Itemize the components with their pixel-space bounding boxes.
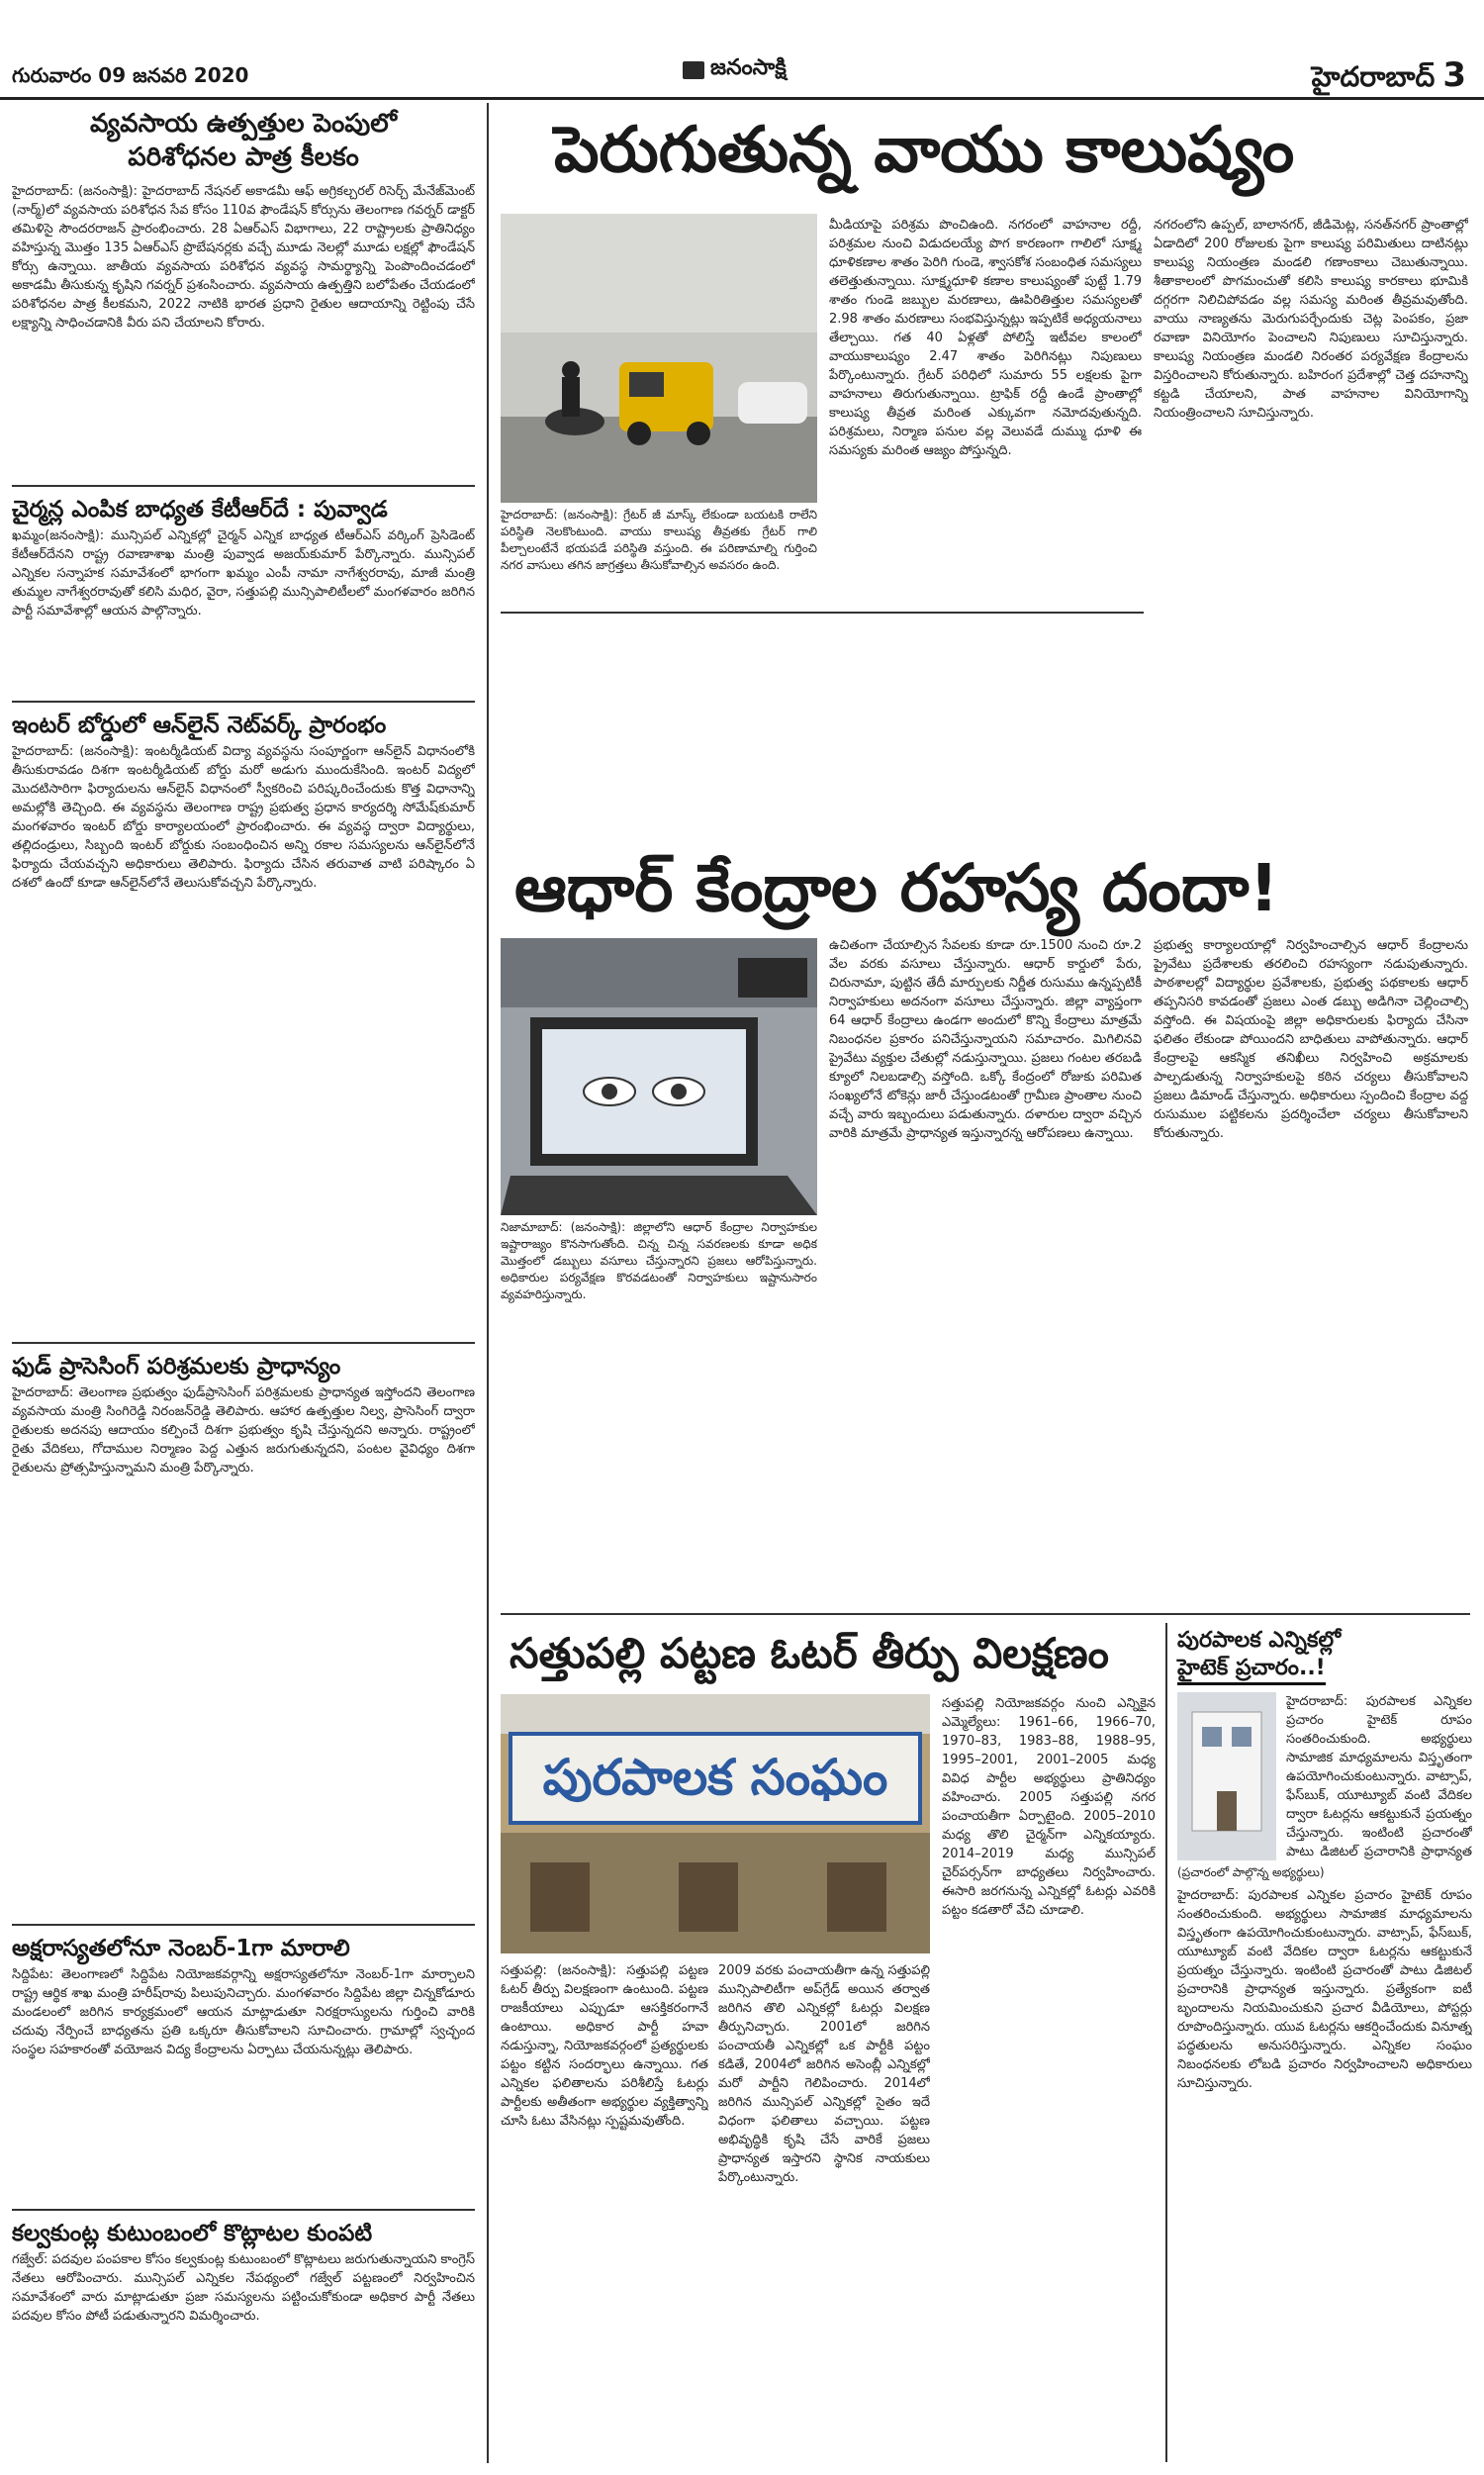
article-body: ఖమ్మం(జనంసాక్షి): మున్సిపల్‌ ఎన్నికల్లో చైర్మన్‌ ఎన్నిక బాధ్యత టీఆర్‌ఎస్‌ వర్కింగ్‌ ప్రెసిడెంట్‌ కేటీఆర్‌దేనని రాష్ట్ర రవాణాశాఖ మంత్రి పువ్వాడ అజయ్‌కుమార్‌ పేర్కొన్నారు. మున్సిపల్‌ ఎన్నికల సన్నాహక సమావేశంలో భాగంగా ఖమ్మం ఎంపీ నామా నాగేశ్వరరావు, మాజీ మంత్రి తుమ్మల నాగేశ్వరరావుతో కలిసి మధిర, వైరా, సత్తుపల్లి మున్సిపాలిటీలలో మంగళవారం జరిగిన పార్టీ సమావేశాల్లో ఆయన పాల్గొన్నారు. [12, 528, 475, 619]
sidebar-body: హైదరాబాద్‌: పురపాలక ఎన్నికల ప్రచారం హైటెక్‌ రూపం సంతరించుకుంది. అభ్యర్థులు సామాజిక మాధ్యమాలను విస్తృతంగా ఉపయోగించుకుంటున్నారు. వాట్సాప్‌, ఫేస్‌బుక్‌, యూట్యూబ్‌ వంటి వేదికల ద్వారా ఓటర్లను ఆకట్టుకునే ప్రయత్నం చేస్తున్నారు. ఇంటింటి ప్రచారంతో పాటు డిజిటల్‌ ప్రచారానికి ప్రాధాన్యత ఇస్తున్నారు. ప్రత్యేకంగా ఐటీ బృందాలను నియమించుకుని ప్రచార వీడియోలు, పోస్టర్లు రూపొందిస్తున్నారు. యువ ఓటర్లను ఆకర్షించేందుకు వినూత్న పద్ధతులను అనుసరిస్తున్నారు. ఎన్నికల సంఘం నిబంధనలకు లోబడి ప్రచారం నిర్వహించాలని అధికారులు సూచిస్తున్నారు. [1177, 1888, 1472, 2091]
header-rule [0, 97, 1484, 100]
article-headline: కల్వకుంట్ల కుటుంబంలో కొట్లాటల కుంపటి [12, 2221, 373, 2246]
section-divider [12, 485, 475, 487]
section-divider [12, 701, 475, 703]
aadhaar-biometric-photo [501, 938, 817, 1215]
main-headline: పెరుగుతున్న వాయు కాలుష్యం [554, 114, 1295, 187]
left-column-divider [487, 103, 489, 2463]
section-divider [12, 1342, 475, 1344]
laptop-iris-scan-illustration [501, 938, 817, 1215]
sidebar-headline [1177, 1627, 1472, 1685]
sidebar-headline-line2: హైటెక్‌ ప్రచారం..! [1177, 1655, 1326, 1685]
sidebar-divider [1165, 1623, 1167, 2462]
page-number: 3 [1442, 55, 1466, 95]
issue-date: గురువారం 09 జనవరి 2020 [12, 63, 249, 87]
photo-caption: హైదరాబాద్‌: (జనంసాక్షి): గ్రేటర్‌ జీ మాస్క్‌ లేకుండా బయటకి రాలేని పరిస్థితి నెలకొంటుంది. వాయు కాలుష్య తీవ్రతకు గ్రేటర్‌ గాలి పీల్చాలంటేనే భయపడే పరిస్థితి వస్తుంది. ఈ పరిణామాల్ని గుర్తించి నగర వాసులు తగిన జాగ్రత్తలు తీసుకోవాల్సిన అవసరం ఉంది. [501, 508, 817, 572]
smog-traffic-photo [501, 214, 817, 503]
article-headline: ఫుడ్‌ ప్రాసెసింగ్‌ పరిశ్రమలకు ప్రాధాన్యం [12, 1354, 341, 1380]
campaign-building-illustration [1177, 1692, 1276, 1860]
masthead [683, 55, 787, 85]
photo-caption: నిజామాబాద్‌: (జనంసాక్షి): జిల్లాలోని ఆధార్‌ కేంద్రాల నిర్వాహకుల ఇష్టారాజ్యం కొనసాగుతోంది. చిన్న చిన్న సవరణలకు కూడా అధిక మొత్తంలో డబ్బులు వసూలు చేస్తున్నారని ప్రజలు ఆరోపిస్తున్నారు. అధికారుల పర్యవేక్షణ కొరవడటంతో నిర్వాహకులు ఇష్టానుసారం వ్యవహరిస్తున్నారు. [501, 1220, 817, 1301]
article-headline: వ్యవసాయ ఉత్పత్తుల పెంపులో [90, 109, 397, 139]
article-body: హైదరాబాద్‌: (జనంసాక్షి): ఇంటర్మీడియట్‌ విద్యా వ్యవస్థను సంపూర్ణంగా ఆన్‌లైన్‌ విధానంలోకి తీసుకురావడం దిశగా ఇంటర్మీడియట్‌ బోర్డు మరో అడుగు ముందుకేసింది. ఇంటర్‌ విద్యలో మొదటిసారిగా ఫిర్యాదులను ఆన్‌లైన్‌ విధానంలో స్వీకరించి పరిష్కరించేందుకు కొత్త విధానాన్ని అమల్లోకి తెచ్చింది. ఈ వ్యవస్థను తెలంగాణ రాష్ట్ర ప్రభుత్వ ప్రధాన కార్యదర్శి సోమేష్‌కుమార్‌ మంగళవారం ఇంటర్‌ బోర్డు కార్యాలయంలో ప్రారంభించారు. ఈ వ్యవస్థ ద్వారా విద్యార్థులు, తల్లిదండ్రులు, సిబ్బంది ఇంటర్‌ బోర్డుకు సంబంధించిన అన్ని రకాల సమస్యలను ఆన్‌లైన్‌లోనే ఫిర్యాదు చేయవచ్చని అధికారులు తెలిపారు. ఫిర్యాదు చేసిన తరువాత వాటి పరిష్కారం ఏ దశలో ఉందో కూడా ఆన్‌లైన్‌లోనే తెలుసుకోవచ్చని పేర్కొన్నారు. [12, 744, 475, 891]
sattupalli-body-col3: సత్తుపల్లి నియోజకవర్గం నుంచి ఎన్నికైన ఎమ్మెల్యేలు: 1961–66, 1966–70, 1970–83, 1983–88, 1988–95, 1995–2001, 2001–2005 మధ్య వివిధ పార్టీల అభ్యర్థులు ప్రాతినిధ్యం వహించారు. 2005 సత్తుపల్లి నగర పంచాయతీగా ఏర్పాటైంది. 2005–2010 మధ్య తొలి చైర్మన్‌గా ఎన్నికయ్యారు. 2014–2019 మధ్య మున్సిపల్‌ చైర్‌పర్సన్‌గా బాధ్యతలు నిర్వహించారు. ఈసారి జరగనున్న ఎన్నికల్లో ఓటర్లు ఎవరికి పట్టం కడతారో వేచి చూడాలి. [942, 1696, 1156, 1918]
masthead-title: జనంసాక్షి [710, 55, 787, 80]
aadhaar-headline: ఆధార్‌ కేంద్రాల రహస్య దందా! [514, 850, 1279, 926]
municipal-sign-text: పురపాలక సంఘం [542, 1749, 888, 1806]
campaign-photo [1177, 1692, 1276, 1860]
sattupalli-headline: సత్తుపల్లి పట్టణ ఓటర్‌ తీర్పు విలక్షణం [510, 1629, 1109, 1677]
city-name: హైదరాబాద్ [1311, 60, 1436, 93]
newspaper-logo-icon [683, 61, 704, 79]
photo-caption: (ప్రచారంలో పాల్గొన్న అభ్యర్థులు) [1177, 1865, 1325, 1879]
sidebar-body-intro: హైదరాబాద్‌: పురపాలక ఎన్నికల ప్రచారం హైటెక్‌ రూపం సంతరించుకుంది. అభ్యర్థులు సామాజిక మాధ్యమాలను విస్తృతంగా ఉపయోగించుకుంటున్నారు. వాట్సాప్‌, ఫేస్‌బుక్‌, యూట్యూబ్‌ వంటి వేదికల ద్వారా ఓటర్లను ఆకట్టుకునే ప్రయత్నం చేస్తున్నారు. ఇంటింటి ప్రచారంతో పాటు డిజిటల్‌ ప్రచారానికి ప్రాధాన్యత [1286, 1694, 1472, 1859]
aadhaar-body-col3: ప్రభుత్వ కార్యాలయాల్లో నిర్వహించాల్సిన ఆధార్‌ కేంద్రాలను ప్రైవేటు ప్రదేశాలకు తరలించి రహస్యంగా నడుపుతున్నారు. పాఠశాలల్లో విద్యార్థుల ప్రవేశాలకు, ప్రభుత్వ పథకాలకు ఆధార్‌ తప్పనిసరి కావడంతో ప్రజలు ఎంత డబ్బు అడిగినా చెల్లించాల్సి వస్తోంది. ఈ విషయంపై జిల్లా అధికారులకు ఫిర్యాదు చేసినా ఫలితం లేకుండా పోయిందని బాధితులు వాపోతున్నారు. ఆధార్‌ కేంద్రాలపై ఆకస్మిక తనిఖీలు నిర్వహించి అక్రమాలకు పాల్పడుతున్న నిర్వాహకులపై కఠిన చర్యలు తీసుకోవాలని ప్రజలు డిమాండ్‌ చేస్తున్నారు. అధికారులు స్పందించి కేంద్రాల వద్ద రుసుముల పట్టికలను ప్రదర్శించేలా చర్యలు తీసుకోవాలని కోరుతున్నారు. [1154, 938, 1468, 1141]
article-headline: అక్షరాస్యతలోనూ నెంబర్‌-1గా మారాలి [12, 1936, 350, 1961]
section-divider [501, 1613, 1470, 1615]
article-body: హైదరాబాద్‌: (జనంసాక్షి): హైదరాబాద్‌ నేషనల్‌ అకాడమీ ఆఫ్‌ అగ్రికల్చరల్‌ రిసెర్చ్‌ మేనేజ్‌మెంట్‌ (నార్మ్‌)లో వ్యవసాయ పరిశోధన సేవ కోసం 110వ ఫౌండేషన్‌ కోర్సును తెలంగాణ గవర్నర్‌ డాక్టర్‌ తమిళిసై సౌందరరాజన్‌ ప్రారంభించారు. 28 ఏఆర్‌ఎస్‌ విభాగాలు, 22 రాష్ట్రాలకు ప్రాతినిధ్యం వహిస్తున్న మొత్తం 135 ఏఆర్‌ఎస్‌ ప్రొబేషనర్లకు వచ్చే మూడు నెలల్లో మూడు లక్షల్లో ఫౌండేషన్‌ కోర్సు ఉన్నాయి. జాతీయ వ్యవసాయ పరిశోధన వ్యవస్థ సామర్థ్యాన్ని పెంపొందించడంలో అకాడమీ తీసుకున్న కృషిని గవర్నర్‌ ప్రశంసించారు. వ్యవసాయ ఉత్పత్తిని బలోపేతం చేయడంలో పరిశోధనల పాత్ర కీలకమని, 2022 నాటికి భారత ప్రధాని రైతుల ఆదాయాన్ని రెట్టింపు చేసే లక్ష్యాన్ని సాధించడానికి వీరు పని చేయాలని కోరారు. [12, 184, 475, 331]
section-divider [501, 612, 1144, 614]
left-column [12, 107, 475, 2462]
article-headline: పరిశోధనల పాత్ర కీలకం [128, 143, 359, 172]
page-location [1312, 55, 1466, 100]
municipal-office-photo [501, 1694, 930, 1953]
article-body: హైదరాబాద్‌: తెలంగాణ ప్రభుత్వం ఫుడ్‌ప్రాసెసింగ్‌ పరిశ్రమలకు ప్రాధాన్యత ఇస్తోందని తెలంగాణ వ్యవసాయ మంత్రి సింగిరెడ్డి నిరంజన్‌రెడ్డి తెలిపారు. ఆహార ఉత్పత్తుల నిల్వ, ప్రాసెసింగ్‌ ద్వారా రైతులకు అదనపు ఆదాయం కల్పించే దిశగా ప్రభుత్వం కృషి చేస్తున్నదని అన్నారు. రాష్ట్రంలో రైతు వేదికలు, గోదాముల నిర్మాణం పెద్ద ఎత్తున జరుగుతున్నదని, పంటల వైవిధ్యం దిశగా రైతులను ప్రోత్సహిస్తున్నామని మంత్రి పేర్కొన్నారు. [12, 1385, 475, 1475]
aadhaar-body-col2: ఉచితంగా చేయాల్సిన సేవలకు కూడా రూ.1500 నుంచి రూ.2 వేల వరకు వసూలు చేస్తున్నారు. ఆధార్‌ కార్డులో పేరు, చిరునామా, పుట్టిన తేదీ మార్పులకు నిర్ణీత రుసుము ఉన్నప్పటికీ నిర్వాహకులు అదనంగా వసూలు చేస్తున్నారు. జిల్లా వ్యాప్తంగా 64 ఆధార్‌ కేంద్రాలు ఉండగా అందులో కొన్ని కేంద్రాలు మాత్రమే నిబంధనల ప్రకారం పనిచేస్తున్నాయని సమాచారం. మిగిలినవి ప్రైవేటు వ్యక్తుల చేతుల్లో నడుస్తున్నాయి. ప్రజలు గంటల తరబడి క్యూలో నిలబడాల్సి వస్తోంది. ఒక్కో కేంద్రంలో రోజుకు పరిమిత సంఖ్యలోనే టోకెన్లు జారీ చేస్తుండటంతో గ్రామీణ ప్రాంతాల నుంచి వచ్చే వారు ఇబ్బందులు పడుతున్నారు. దళారుల ద్వారా వచ్చిన వారికి మాత్రమే ప్రాధాన్యత ఇస్తున్నారన్న ఆరోపణలు ఉన్నాయి. [829, 938, 1142, 1141]
section-divider [12, 2209, 475, 2211]
smog-traffic-illustration [501, 214, 817, 503]
main-story-body-col3: నగరంలోని ఉప్పల్‌, బాలానగర్‌, జీడిమెట్ల, సనత్‌నగర్‌ ప్రాంతాల్లో ఏడాదిలో 200 రోజులకు పైగా కాలుష్య పరిమితులు దాటినట్లు కాలుష్య నియంత్రణ మండలి గణాంకాలు చెబుతున్నాయి. శీతాకాలంలో పొగమంచుతో కలిసి కాలుష్య కారకాలు భూమికి దగ్గరగా నిలిచిపోవడం వల్ల సమస్య మరింత తీవ్రమవుతోంది. వాయు నాణ్యతను మెరుగుపర్చేందుకు చెట్ల పెంపకం, ప్రజా రవాణా వినియోగం పెంచాలని నిపుణులు సూచిస్తున్నారు. కాలుష్య నియంత్రణ మండలి నిరంతర పర్యవేక్షణ కేంద్రాలను విస్తరించాలని కోరుతున్నారు. బహిరంగ ప్రదేశాల్లో చెత్త దహనాన్ని కట్టడి చేయాలని, పాత వాహనాల వినియోగాన్ని నియంత్రించాలని సూచిస్తున్నారు. [1154, 218, 1468, 421]
article-body: సిద్దిపేట: తెలంగాణలో సిద్దిపేట నియోజకవర్గాన్ని అక్షరాస్యతలోనూ నెంబర్‌-1గా మార్చాలని రాష్ట్ర ఆర్థిక శాఖ మంత్రి హరీష్‌రావు పిలుపునిచ్చారు. మంగళవారం సిద్దిపేట జిల్లా చిన్నకోడూరు మండలంలో జరిగిన కార్యక్రమంలో ఆయన మాట్లాడుతూ నిరక్షరాస్యులను గుర్తించి వారికి చదువు నేర్పించే బాధ్యతను ప్రతి ఒక్కరూ తీసుకోవాలని సూచించారు. గ్రామాల్లో స్వచ్ఛంద సంస్థల సహకారంతో వయోజన విద్య కేంద్రాలను ఏర్పాటు చేయనున్నట్లు తెలిపారు. [12, 1967, 475, 2057]
section-divider [12, 1924, 475, 1926]
article-headline: చైర్మన్ల ఎంపిక బాధ్యత కేటీఆర్‌దే : పువ్వాడ [12, 497, 388, 523]
main-story-body-col2: మీడియాపై పరిశ్రమ పొంచిఉంది. నగరంలో వాహనాల రద్దీ, పరిశ్రమల నుంచి విడుదలయ్యే పొగ కారణంగా గాలిలో సూక్ష్మ ధూళికణాల శాతం పెరిగి గుండె, శ్వాసకోశ సంబంధిత సమస్యలు తలెత్తుతున్నాయి. సూక్ష్మధూళి కణాల కాలుష్యంతో పుట్టే 1.79 శాతం గుండె జబ్బుల మరణాలు, ఊపిరితిత్తుల సమస్యలతో 2.98 శాతం మరణాలు సంభవిస్తున్నట్లు ఇప్పటికే అధ్యయనాలు తేల్చాయి. గత 40 ఏళ్లతో పోలిస్తే ఇటీవల కాలంలో వాయుకాలుష్యం 2.47 శాతం పెరిగినట్లు నిపుణులు పేర్కొంటున్నారు. గ్రేటర్‌ పరిధిలో సుమారు 55 లక్షలకు పైగా వాహనాలు తిరుగుతున్నాయి. ట్రాఫిక్‌ రద్దీ ఉండే ప్రాంతాల్లో కాలుష్య తీవ్రత మరింత ఎక్కువగా నమోదవుతున్నది. పరిశ్రమలు, నిర్మాణ పనుల వల్ల వెలువడే దుమ్ము ధూళి ఈ సమస్యకు మరింత ఆజ్యం పోస్తున్నది. [829, 218, 1142, 458]
sattupalli-body-col2: 2009 వరకు పంచాయతీగా ఉన్న సత్తుపల్లి మున్సిపాలిటీగా అప్‌గ్రేడ్‌ అయిన తర్వాత జరిగిన తొలి ఎన్నికల్లో ఓటర్లు విలక్షణ తీర్పునిచ్చారు. 2001లో జరిగిన పంచాయతీ ఎన్నికల్లో ఒక పార్టీకి పట్టం కడితే, 2004లో జరిగిన అసెంబ్లీ ఎన్నికల్లో మరో పార్టీని గెలిపించారు. 2014లో జరిగిన మున్సిపల్‌ ఎన్నికల్లో సైతం ఇదే విధంగా ఫలితాలు వచ్చాయి. పట్టణ అభివృద్ధికి కృషి చేసే వారికే ప్రజలు ప్రాధాన్యత ఇస్తారని స్థానిక నాయకులు పేర్కొంటున్నారు. [718, 1963, 930, 2185]
sattupalli-body-col1: సత్తుపల్లి: (జనంసాక్షి): సత్తుపల్లి పట్టణ ఓటర్‌ తీర్పు విలక్షణంగా ఉంటుంది. పట్టణ రాజకీయాలు ఎప్పుడూ ఆసక్తికరంగానే ఉంటాయి. అధికార పార్టీ హవా నడుస్తున్నా, నియోజకవర్గంలో ప్రత్యర్థులకు పట్టం కట్టిన సందర్భాలు ఉన్నాయి. గత ఎన్నికల ఫలితాలను పరిశీలిస్తే ఓటర్లు పార్టీలకు అతీతంగా అభ్యర్థుల వ్యక్తిత్వాన్ని చూసి ఓటు వేసినట్లు స్పష్టమవుతోంది. [501, 1963, 708, 2129]
municipal-building-illustration [501, 1694, 930, 1953]
article-body: గజ్వేల్‌: పదవుల పంపకాల కోసం కల్వకుంట్ల కుటుంబంలో కొట్లాటలు జరుగుతున్నాయని కాంగ్రెస్‌ నేతలు ఆరోపించారు. మున్సిపల్‌ ఎన్నికల నేపథ్యంలో గజ్వేల్‌ పట్టణంలో నిర్వహించిన సమావేశంలో వారు మాట్లాడుతూ ప్రజా సమస్యలను పట్టించుకోకుండా అధికార పార్టీ నేతలు పదవుల కోసం పోటీ పడుతున్నారని విమర్శించారు. [12, 2252, 475, 2324]
sidebar-headline-line1: పురపాలక ఎన్నికల్లో [1177, 1628, 1342, 1653]
article-headline: ఇంటర్‌ బోర్డులో ఆన్‌లైన్‌ నెట్‌వర్క్‌ ప్రారంభం [12, 713, 387, 738]
